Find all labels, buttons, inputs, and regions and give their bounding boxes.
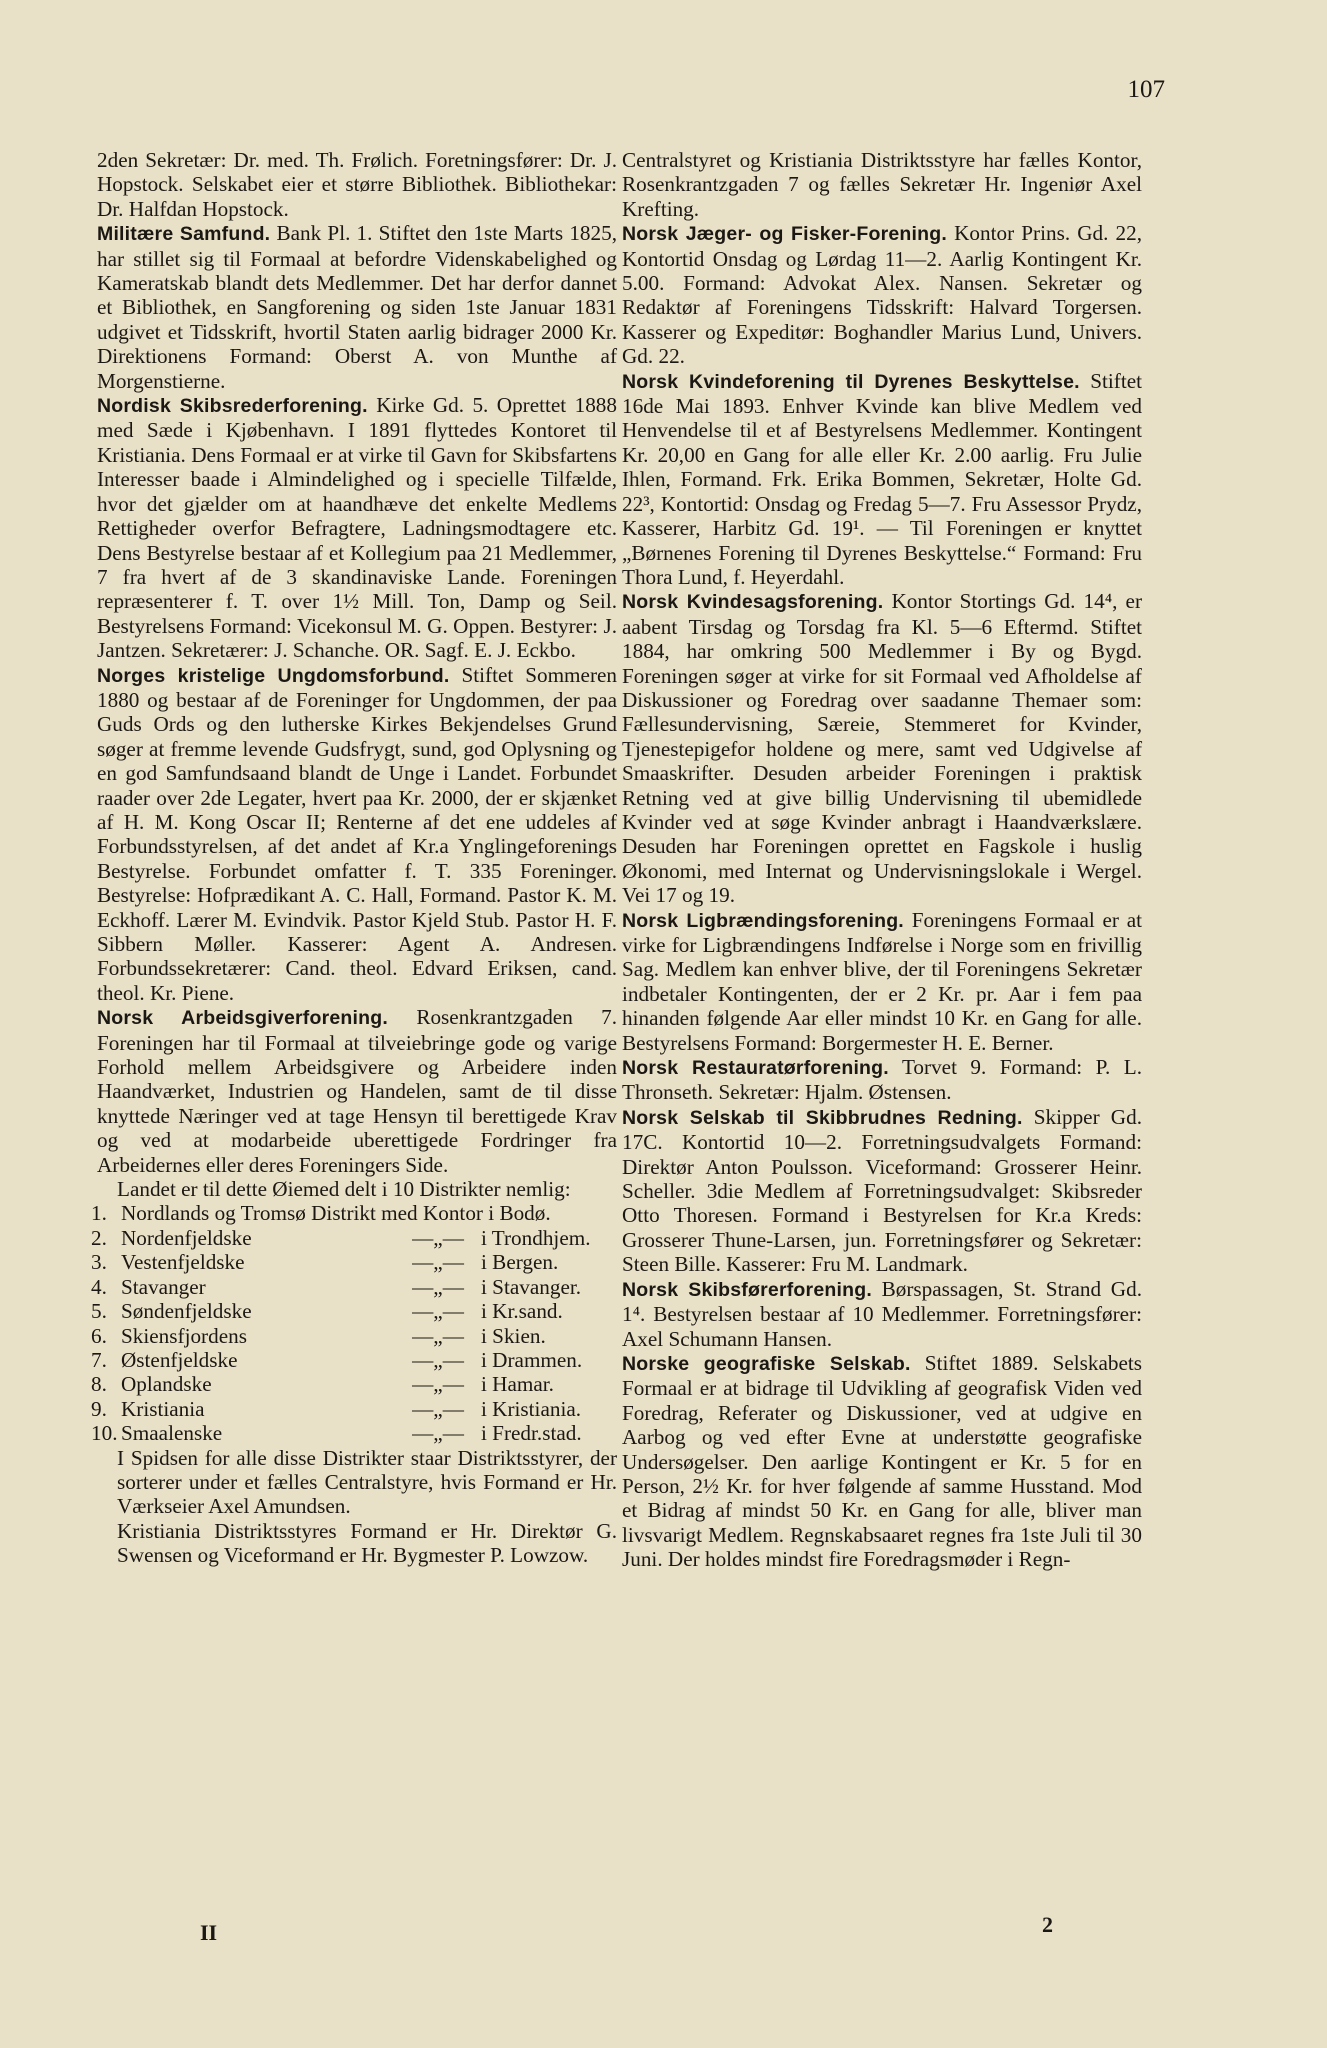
district-city: i Kristiania. xyxy=(481,1396,582,1421)
entry-text: Rosenkrantzgaden 7. Foreningen har til Formaal at tilveiebringe gode og varige Forhold mellem Arbeidsgivere og Arbeidere inden Haandværket, Industrien og Handelen, samt de til disse knyttede Næringer ved at tage Hensyn til berettigede Krav og ved at modarbeide uberettigede Fordringer fra Arbeidernes eller deres Foreningers Side. xyxy=(97,1005,618,1177)
district-name: Nordenfjeldske xyxy=(121,1225,252,1250)
entry xyxy=(97,148,617,221)
district-ditto: —„— xyxy=(412,1274,464,1299)
district-row xyxy=(91,1372,617,1396)
entry xyxy=(97,221,617,393)
district-row xyxy=(91,1299,617,1323)
district-number: 6. xyxy=(91,1323,107,1348)
district-city: i Trondhjem. xyxy=(481,1225,591,1250)
district-city: i Hamar. xyxy=(481,1372,554,1397)
entry-text: Centralstyret og Kristiania Distriktsstyre har fælles Kontor, Rosenkrantzgaden 7 og fælles Sekretær Hr. Ingeniør Axel Krefting. xyxy=(622,148,1142,221)
entry-heading: Nordisk Skibsrederforening. xyxy=(97,395,368,418)
district-city: i Kr.sand. xyxy=(481,1299,563,1324)
entry-heading: Norsk Jæger- og Fisker-Forening. xyxy=(622,223,947,246)
entry-heading: Militære Samfund. xyxy=(97,223,271,246)
district-number: 2. xyxy=(91,1225,107,1250)
district-name: Østenfjeldske xyxy=(121,1347,238,1372)
district-city: i Bergen. xyxy=(481,1250,559,1275)
entry xyxy=(622,1055,1142,1105)
district-number: 9. xyxy=(91,1396,107,1421)
entry-text: Stiftet 16de Mai 1893. Enhver Kvinde kan blive Medlem ved Henvendelse til et af Bestyrelsens Medlemmer. Kontingent Kr. 20,00 en Gang for alle eller Kr. 2.00 aarlig. Fru Julie Ihlen, Formand. Frk. Erika Bommen, Sekretær, Holte Gd. 22³, Kontortid: Onsdag og Fredag 5—7. Fru Assessor Prydz, Kasserer, Harbitz Gd. 19¹. — Til Foreningen er knyttet „Børnenes Forening til Dyrenes Beskyttelse.“ Formand: Fru Thora Lund, f. Heyerdahl. xyxy=(622,368,1142,589)
district-city: i Stavanger. xyxy=(481,1274,582,1299)
entry-text: Kontor Prins. Gd. 22, Kontortid Onsdag og Lørdag 11—2. Aarlig Kontingent Kr. 5.00. Formand: Advokat Alex. Nansen. Sekretær og Redaktør af Foreningens Tidsskrift: Halvard Torgersen. Kasserer og Expeditør: Boghandler Marius Lund, Univers. Gd. 22. xyxy=(622,221,1143,369)
entry xyxy=(622,589,1142,907)
district-row xyxy=(91,1275,617,1299)
entry-heading: Norsk Kvindeforening til Dyrenes Beskyttelse. xyxy=(622,370,1080,393)
entry-text: Landet er til dette Øiemed delt i 10 Distrikter nemlig: xyxy=(117,1177,571,1202)
district-ditto: —„— xyxy=(412,1396,464,1421)
entry-text: I Spidsen for alle disse Distrikter staar Distriktsstyrer, der sorterer under et fælles Centralstyre, hvis Formand er Hr. Værkseier Axel Amundsen. xyxy=(117,1445,617,1519)
district-name: Stavanger xyxy=(121,1274,206,1299)
entry xyxy=(622,1351,1142,1572)
district-row xyxy=(91,1397,617,1421)
entry-text: Kontor Stortings Gd. 14⁴, er aabent Tirsdag og Torsdag fra Kl. 5—6 Eftermd. Stiftet 1884, har omkring 500 Medlemmer i By og Bygd. Foreningen søger at virke for sit Formaal ved Afholdelse af Diskussioner og Foredrag over saadanne Themaer som: Fællesundervisning, Særeie, Stemmeret for Kvinder, Tjenestepigefor holdene og mere, samt ved Udgivelse af Smaaskrifter. Desuden arbeider Foreningen i praktisk Retning ved at give billig Undervisning til ubemidlede Kvinder ved at søge Kvinder anbragt i Haandværkslære. Desuden har Foreningen oprettet en Fagskole i huslig Økonomi, med Internat og Undervisningslokale i Wergel. Vei 17 og 19. xyxy=(622,589,1142,908)
entry-text: Kirke Gd. 5. Oprettet 1888 med Sæde i Kjøbenhavn. I 1891 flyttedes Kontoret til Kristiania. Dens Formaal er at virke til Gavn for Skibsfartens Interesser baade i Almindelighed og i specielle Tilfælde, hvor det gjælder om at haandhæve det enkelte Medlems Rettigheder overfor Befragtere, Ladningsmodtagere etc. Dens Bestyrelse bestaar af et Kollegium paa 21 Medlemmer, 7 fra hvert af de 3 skandinaviske Lande. Foreningen repræsenterer f. T. over 1½ Mill. Ton, Damp og Seil. Bestyrelsens Formand: Vicekonsul M. G. Oppen. Bestyrer: J. Jantzen. Sekretærer: J. Schanche. OR. Sagf. E. J. Eckbo. xyxy=(97,393,617,663)
page-number: 107 xyxy=(1127,76,1165,103)
district-ditto: —„— xyxy=(412,1372,464,1397)
entry-heading: Norsk Skibsførerforening. xyxy=(622,1278,872,1301)
entry xyxy=(622,1277,1142,1351)
district-number: 8. xyxy=(91,1372,107,1397)
entry xyxy=(97,663,617,1006)
district-name: Skiensfjordens xyxy=(121,1323,247,1348)
entry xyxy=(622,221,1142,368)
district-row xyxy=(91,1201,617,1225)
district-ditto: —„— xyxy=(412,1347,464,1372)
district-number: 4. xyxy=(91,1274,107,1299)
district-number: 10. xyxy=(91,1421,118,1446)
entry xyxy=(622,148,1142,221)
entry xyxy=(97,1519,617,1568)
district-name: Oplandske xyxy=(121,1372,212,1397)
entry-text: Børspassagen, St. Strand Gd. 1⁴. Bestyrelsen bestaar af 10 Medlemmer. Forretningsfører: Axel Schumann Hansen. xyxy=(622,1276,1142,1351)
entry xyxy=(622,1105,1142,1277)
district-ditto: —„— xyxy=(412,1323,464,1348)
signature-mark-right: 2 xyxy=(1042,1912,1053,1937)
entry-text: Kristiania Distriktsstyres Formand er Hr. Direktør G. Swensen og Viceformand er Hr. Bygmester P. Lowzow. xyxy=(117,1518,617,1568)
district-row xyxy=(91,1421,617,1445)
entry xyxy=(97,1005,617,1177)
district-row xyxy=(91,1348,617,1372)
district-row xyxy=(91,1250,617,1274)
entry-heading: Norsk Restauratørforening. xyxy=(622,1057,889,1080)
entry-heading: Norsk Kvindesagsforening. xyxy=(622,591,884,614)
district-name: Søndenfjeldske xyxy=(121,1299,252,1324)
district-city: i Fredr.stad. xyxy=(481,1421,582,1446)
district-ditto: —„— xyxy=(412,1299,464,1324)
district-city: i Drammen. xyxy=(481,1347,583,1372)
district-name: Smaalenske xyxy=(121,1421,223,1446)
district-number: 3. xyxy=(91,1250,107,1275)
entry-heading: Norsk Arbeidsgiverforening. xyxy=(97,1007,388,1030)
right-column xyxy=(622,148,1142,1572)
district-number: 1. xyxy=(91,1201,107,1226)
entry xyxy=(622,369,1142,590)
entry-heading: Norges kristelige Ungdomsforbund. xyxy=(97,664,450,687)
entry-text: Foreningens Formaal er at virke for Ligbrændingens Indførelse i Norge som en frivillig Sag. Medlem kan enhver blive, der til Foreningens Sekretær indbetaler Kontingenten, der er 2 Kr. pr. Aar i fem paa hinanden følgende Aar eller mindst 10 Kr. en Gang for alle. Bestyrelsens Formand: Borgermester H. E. Berner. xyxy=(622,907,1143,1055)
entry-text: Stiftet Sommeren 1880 og bestaar af de Foreninger for Ungdommen, der paa Guds Ords og den lutherske Kirkes Bekjendelses Grund søger at fremme levende Gudsfrygt, sund, god Oplysning og en god Samfundsaand blandt de Unge i Landet. Forbundet raader over 2de Legater, hvert paa Kr. 2000, der er skjænket af H. M. Kong Oscar II; Renterne af det ene uddeles af Forbundsstyrelsen, af det andet af Kr.a Ynglingeforenings Bestyrelse. Forbundet omfatter f. T. 335 Foreninger. Bestyrelse: Hofprædikant A. C. Hall, Formand. Pastor K. M. Eckhoff. Lærer M. Evindvik. Pastor Kjeld Stub. Pastor H. F. Sibbern Møller. Kasserer: Agent A. Andresen. Forbundssekretærer: Cand. theol. Edvard Eriksen, cand. theol. Kr. Piene. xyxy=(97,662,617,1005)
district-ditto: —„— xyxy=(412,1225,464,1250)
entry-text: Stiftet 1889. Selskabets Formaal er at bidrage til Udvikling af geografisk Viden ved Foredrag, Referater og Diskussioner, ved at udgive en Aarbog og ved efter Evne at understøtte geografiske Undersøgelser. Den aarlige Kontingent er Kr. 5 for en Person, 2½ Kr. for hver følgende af samme Husstand. Mod et Bidrag af mindst 50 Kr. en Gang for alle, bliver man livsvarigt Medlem. Regnskabsaaret regnes fra 1ste Juli til 30 Juni. Der holdes mindst fire Foredragsmøder i Regn- xyxy=(622,1350,1142,1572)
district-name: Vestenfjeldske xyxy=(121,1250,245,1275)
entry-heading: Norske geografiske Selskab. xyxy=(622,1352,911,1375)
signature-mark-left: II xyxy=(200,1920,218,1945)
district-number: 7. xyxy=(91,1347,107,1372)
district-ditto: —„— xyxy=(412,1421,464,1446)
left-column xyxy=(91,148,618,1568)
entry-text: Torvet 9. Formand: P. L. Thronseth. Sekretær: Hjalm. Østensen. xyxy=(622,1055,1142,1105)
entry-heading: Norsk Ligbrændingsforening. xyxy=(622,909,904,932)
entry-heading: Norsk Selskab til Skibbrudnes Redning. xyxy=(622,1106,1023,1129)
district-number: 5. xyxy=(91,1299,107,1324)
district-row xyxy=(91,1324,617,1348)
entry xyxy=(622,908,1142,1055)
district-ditto: —„— xyxy=(412,1250,464,1275)
district-city: i Skien. xyxy=(481,1323,546,1348)
entry xyxy=(97,1446,617,1519)
district-list xyxy=(91,1201,617,1445)
entry-text: 2den Sekretær: Dr. med. Th. Frølich. Foretningsfører: Dr. J. Hopstock. Selskabet eier et større Bibliothek. Bibliothekar: Dr. Halfdan Hopstock. xyxy=(97,148,617,221)
district-name: Kristiania xyxy=(121,1396,205,1421)
entry xyxy=(97,1177,617,1201)
district-name: Nordlands og Tromsø Distrikt med Kontor i Bodø. xyxy=(121,1201,551,1226)
district-row xyxy=(91,1226,617,1250)
entry-text: Bank Pl. 1. Stiftet den 1ste Marts 1825, har stillet sig til Formaal at befordre Videnskabelighed og Kameratskab blandt dets Medlemmer. Det har derfor dannet et Bibliothek, en Sangforening og siden 1ste Januar 1831 udgivet et Tidsskrift, hvortil Staten aarlig bidrager 2000 Kr. Direktionens Formand: Oberst A. von Munthe af Morgenstierne. xyxy=(97,221,617,393)
entry-text: Skipper Gd. 17C. Kontortid 10—2. Forretningsudvalgets Formand: Direktør Anton Poulsson. Viceformand: Grosserer Heinr. Scheller. 3die Medlem af Forretningsudvalget: Skibsreder Otto Thoresen. Formand i Bestyrelsen for Kr.a Kreds: Grosserer Thune-Larsen, jun. Forretningsfører og Sekretær: Steen Bille. Kasserer: Fru M. Landmark. xyxy=(622,1104,1142,1277)
entry xyxy=(97,393,617,662)
